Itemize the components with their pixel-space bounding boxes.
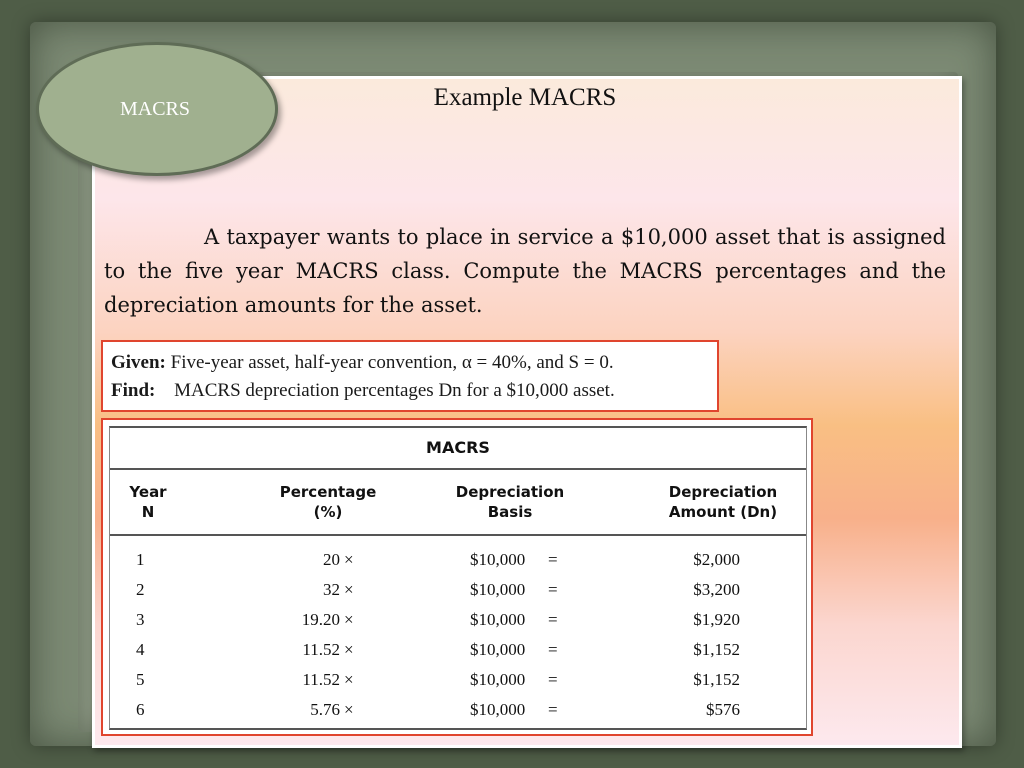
header-year bbox=[118, 482, 178, 522]
find-row bbox=[111, 380, 615, 402]
cell-basis: $10,000 bbox=[470, 550, 526, 569]
cell-times: × bbox=[344, 610, 354, 629]
cell-basis: $10,000 bbox=[470, 670, 526, 689]
header-basis-line2: Basis bbox=[487, 503, 533, 521]
table-row bbox=[110, 640, 806, 670]
section-badge-label: MACRS bbox=[119, 97, 191, 120]
cell-amount: $1,152 bbox=[693, 640, 740, 659]
slide-title: Example MACRS bbox=[433, 84, 617, 111]
cell-year: 3 bbox=[136, 610, 145, 629]
header-amount bbox=[648, 482, 798, 522]
cell-times: × bbox=[344, 580, 354, 599]
cell-year: 2 bbox=[136, 580, 145, 599]
find-label: Find: bbox=[111, 380, 156, 401]
cell-equals: = bbox=[548, 610, 558, 629]
header-amount-line1: Depreciation bbox=[668, 483, 778, 501]
header-percentage-line1: Percentage bbox=[279, 483, 377, 501]
cell-basis: $10,000 bbox=[470, 700, 526, 719]
cell-percentage: 20 bbox=[323, 550, 340, 569]
macrs-table-figure bbox=[101, 418, 813, 736]
table-row bbox=[110, 670, 806, 700]
cell-equals: = bbox=[548, 700, 558, 719]
header-basis bbox=[440, 482, 580, 522]
cell-year: 5 bbox=[136, 670, 145, 689]
cell-basis: $10,000 bbox=[470, 640, 526, 659]
cell-amount: $576 bbox=[706, 700, 740, 719]
cell-percentage: 11.52 bbox=[302, 670, 340, 689]
cell-percentage: 19.20 bbox=[301, 610, 340, 629]
cell-equals: = bbox=[548, 580, 558, 599]
cell-basis: $10,000 bbox=[470, 610, 526, 629]
cell-year: 6 bbox=[136, 700, 145, 719]
table-row bbox=[110, 610, 806, 640]
problem-statement: A taxpayer wants to place in service a $10,000 asset that is assigned to the five year MACRS class. Compute the MACRS percentages and the depreciation amounts for the asset. bbox=[104, 225, 946, 317]
cell-equals: = bbox=[548, 550, 558, 569]
header-percentage bbox=[258, 482, 398, 522]
cell-amount: $1,920 bbox=[693, 610, 740, 629]
given-row bbox=[111, 352, 614, 374]
table-row bbox=[110, 550, 806, 580]
cell-times: × bbox=[344, 550, 354, 569]
table-row bbox=[110, 700, 806, 730]
cell-amount: $3,200 bbox=[693, 580, 740, 599]
table-divider bbox=[110, 468, 806, 470]
header-year-line2: N bbox=[141, 503, 155, 521]
header-basis-line1: Depreciation bbox=[455, 483, 565, 501]
cell-times: × bbox=[344, 670, 354, 689]
find-text: MACRS depreciation percentages Dn for a $10,000 asset. bbox=[174, 380, 615, 401]
table-row bbox=[110, 580, 806, 610]
cell-times: × bbox=[344, 640, 354, 659]
cell-equals: = bbox=[548, 670, 558, 689]
table-title: MACRS bbox=[426, 438, 490, 457]
cell-percentage: 32 bbox=[323, 580, 340, 599]
macrs-table bbox=[109, 426, 807, 730]
cell-percentage: 5.76 bbox=[310, 700, 340, 719]
cell-year: 4 bbox=[136, 640, 145, 659]
header-amount-line2: Amount (Dn) bbox=[668, 503, 778, 521]
cell-equals: = bbox=[548, 640, 558, 659]
cell-amount: $1,152 bbox=[693, 670, 740, 689]
cell-basis: $10,000 bbox=[470, 580, 526, 599]
given-label: Given: bbox=[111, 352, 166, 373]
header-year-line1: Year bbox=[129, 483, 167, 501]
cell-percentage: 11.52 bbox=[302, 640, 340, 659]
cell-amount: $2,000 bbox=[693, 550, 740, 569]
given-text: Five-year asset, half-year convention, α = 40%, and S = 0. bbox=[170, 352, 614, 373]
given-find-box bbox=[101, 340, 719, 412]
section-badge bbox=[36, 42, 278, 176]
cell-year: 1 bbox=[136, 550, 145, 569]
header-percentage-line2: (%) bbox=[313, 503, 343, 521]
table-divider bbox=[110, 534, 806, 536]
cell-times: × bbox=[344, 700, 354, 719]
